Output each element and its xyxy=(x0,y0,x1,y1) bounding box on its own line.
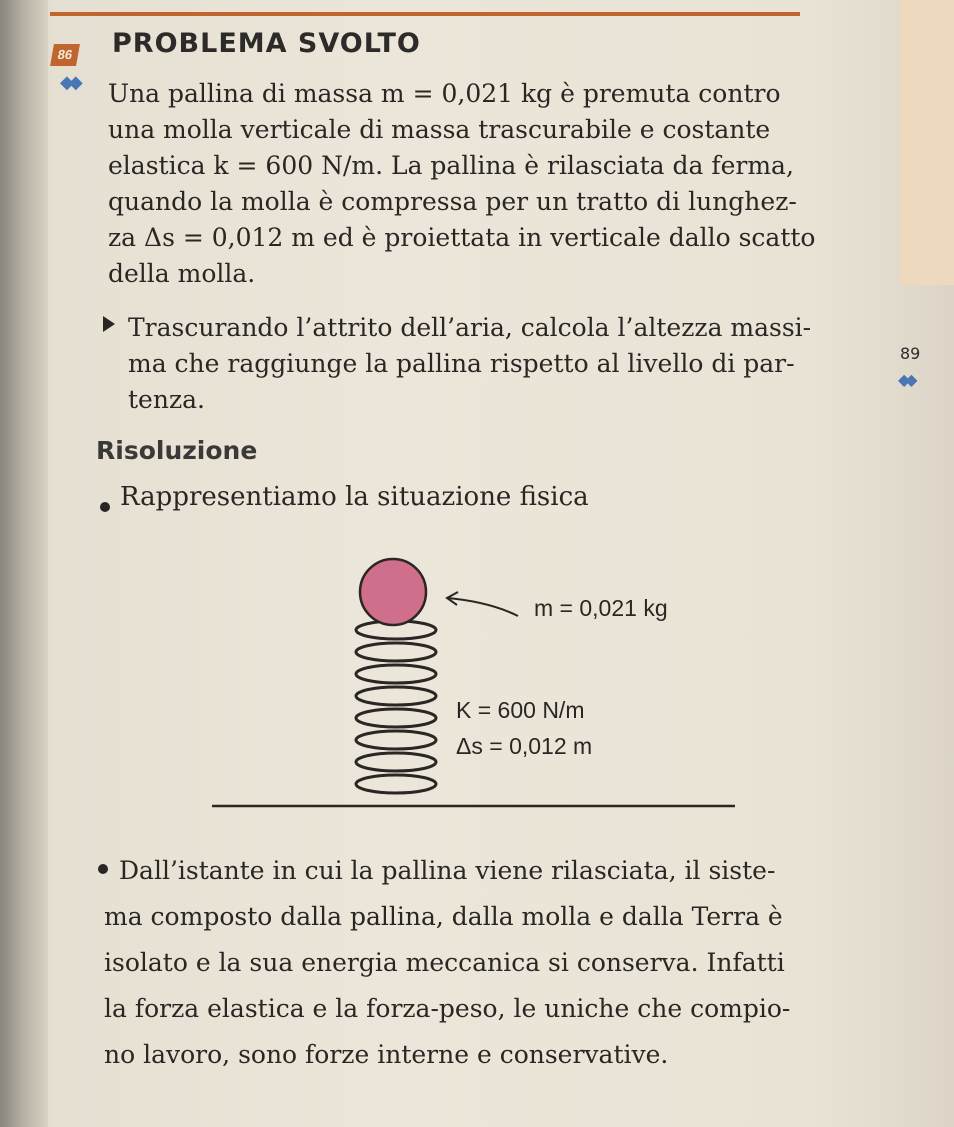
statement-line: quando la molla è compressa per un tratto di lunghez- xyxy=(108,187,797,216)
spring-constant-label: K = 600 N/m xyxy=(456,697,585,723)
problem-statement xyxy=(108,76,815,292)
bullet2-line: ma composto dalla pallina, dalla molla e dalla Terra è xyxy=(104,902,783,931)
bullet2-line: isolato e la sua energia meccanica si conserva. Infatti xyxy=(104,948,785,977)
mass-label: m = 0,021 kg xyxy=(534,595,668,621)
question-arrow-icon xyxy=(103,316,115,332)
difficulty-icon: ◆◆ xyxy=(60,72,78,93)
solution-bullet-1: Rappresentiamo la situazione fisica xyxy=(120,482,589,512)
spring-coil xyxy=(356,753,436,771)
spring-coil xyxy=(356,643,436,661)
page-gutter-shadow xyxy=(0,0,48,1127)
bullet2-line: Dall’istante in cui la pallina viene rilasciata, il siste- xyxy=(119,856,776,885)
spring-figure xyxy=(200,548,740,818)
statement-line: Una pallina di massa m = 0,021 kg è premuta contro xyxy=(108,79,781,108)
spring-coils xyxy=(356,621,436,793)
solution-bullet-2 xyxy=(104,848,790,1078)
bullet2-line: la forza elastica e la forza-peso, le uniche che compio- xyxy=(104,994,791,1023)
problem-number-badge: 86 xyxy=(50,44,80,66)
question-line: ma che raggiunge la pallina rispetto al livello di par- xyxy=(128,349,795,378)
bullet-icon xyxy=(100,502,110,512)
statement-line: elastica k = 600 N/m. La pallina è rilasciata da ferma, xyxy=(108,151,794,180)
statement-line: della molla. xyxy=(108,259,256,288)
statement-line: za Δs = 0,012 m ed è proiettata in verticale dallo scatto xyxy=(108,223,816,252)
question-line: tenza. xyxy=(128,385,205,414)
header-rule xyxy=(50,12,800,16)
margin-tint xyxy=(900,0,954,285)
spring-coil xyxy=(356,687,436,705)
page-marker-icon: ◆◆ xyxy=(898,370,913,389)
spring-coil xyxy=(356,665,436,683)
spring-coil xyxy=(356,731,436,749)
solution-heading: Risoluzione xyxy=(96,436,258,465)
page-title: PROBLEMA SVOLTO xyxy=(112,28,421,59)
page-number: 89 xyxy=(900,344,921,363)
ball xyxy=(360,559,426,625)
spring-coil xyxy=(356,775,436,793)
bullet2-line: no lavoro, sono forze interne e conservative. xyxy=(104,1040,669,1069)
compression-label: Δs = 0,012 m xyxy=(456,733,593,759)
statement-line: una molla verticale di massa trascurabile e costante xyxy=(108,115,771,144)
pointer-arrow xyxy=(448,598,518,616)
question-line: Trascurando l’attrito dell’aria, calcola l’altezza massi- xyxy=(128,313,812,342)
problem-question xyxy=(128,310,811,418)
spring-coil xyxy=(356,709,436,727)
